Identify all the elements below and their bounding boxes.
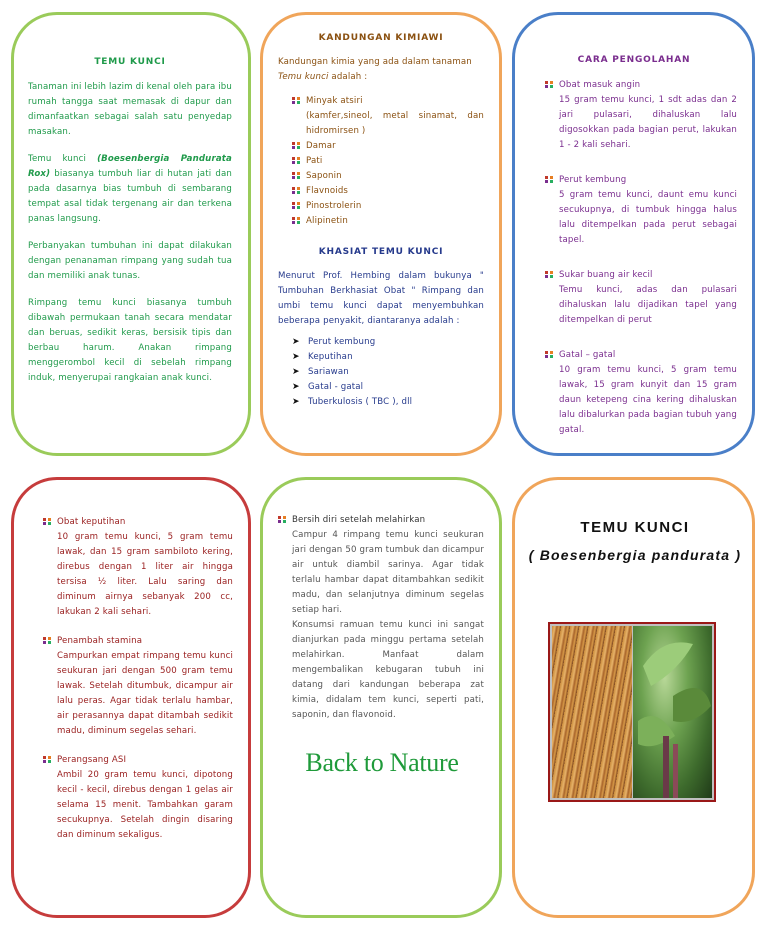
khasiat-list (278, 335, 484, 410)
panel1-latin-name: (Boesenbergia Pandurata Rox) (28, 154, 232, 179)
list-item (545, 173, 737, 248)
recipe-name (545, 173, 737, 188)
list-item-detail: (kamfer,sineol, metal sinamat, dan hidromirsen ) (306, 111, 484, 136)
recipe-name-label: Perangsang ASI (57, 755, 127, 765)
four-square-bullet-icon (43, 637, 52, 645)
recipe-name-label: Bersih diri setelah melahirkan (292, 515, 426, 525)
list-item (278, 380, 484, 395)
four-square-bullet-icon (292, 172, 301, 180)
list-item (292, 94, 484, 109)
panel1-para2-post: biasanya tumbuh liar di hutan jati dan pada dasarnya bias tumbuh di sembarang tempat asal tidak tergenang air dan terkena panas langsung. (28, 169, 232, 224)
recipe-name (43, 515, 233, 530)
list-item (278, 335, 484, 350)
recipe-text: 5 gram temu kunci, daunt emu kunci secukupnya, di tumbuk hingga halus lalu ditempelkan pada perut sebagai tapel. (559, 190, 737, 245)
recipe-name (545, 268, 737, 283)
list-item-label: Perut kembung (308, 337, 376, 347)
four-square-bullet-icon (278, 516, 287, 524)
arrow-bullet-icon: ➤ (292, 352, 300, 362)
list-item (292, 214, 484, 229)
arrow-bullet-icon: ➤ (292, 367, 300, 377)
recipe-name-label: Gatal – gatal (559, 350, 616, 360)
four-square-bullet-icon (545, 81, 554, 89)
list-item-label: Pinostrolerin (306, 201, 362, 211)
arrow-bullet-icon: ➤ (292, 382, 300, 392)
list-item-label: Alipinetin (306, 216, 348, 226)
recipe-text: 10 gram temu kunci, 5 gram temu lawak, dan 15 gram sambiloto kering, direbus dengan 1 liter air hingga tersisa ½ liter. Lalu saring dan diminum airnya sebanyak 200 cc, lakukan 2 kali sehari. (57, 532, 233, 617)
list-item (278, 365, 484, 380)
four-square-bullet-icon (292, 97, 301, 105)
list-item (278, 395, 484, 410)
four-square-bullet-icon (292, 142, 301, 150)
list-item (545, 268, 737, 328)
four-square-bullet-icon (43, 756, 52, 764)
recipe-name (278, 513, 484, 528)
list-item (278, 350, 484, 365)
recipe-name-label: Perut kembung (559, 175, 627, 185)
four-square-bullet-icon (292, 187, 301, 195)
recipe-text: Campurkan empat rimpang temu kunci seukuran jari dengan 500 gram temu lawak. Setelah ditumbuk, dicampur air lalu peras. Agar tidak terlalu hambar, air perasannya dapat ditambah sedikit madu, diminum segelas sehari. (57, 651, 233, 736)
recipe-text: 10 gram temu kunci, 5 gram temu lawak, 15 gram kunyit dan 15 gram daun ketepeng cina kering dihaluskan lalu dibalurkan pada bagian tubuh yang gatal. (559, 365, 737, 435)
kandungan-list (278, 94, 484, 229)
panel3-title: CARA PENGOLAHAN (577, 55, 691, 65)
list-item (43, 753, 233, 843)
list-item-label: Keputihan (308, 352, 353, 362)
four-square-bullet-icon (545, 176, 554, 184)
list-item (545, 348, 737, 438)
panel1-para3: Perbanyakan tumbuhan ini dapat dilakukan dengan penanaman rimpang yang sudah tua dan memiliki anak tunas. (28, 241, 232, 281)
four-square-bullet-icon (43, 518, 52, 526)
four-square-bullet-icon (292, 157, 301, 165)
panel1-para4: Rimpang temu kunci biasanya tumbuh dibawah permukaan tanah secara mendatar dan beruas, sedikit keras, bersisik tipis dan berbau harum. Anakan rimpang menggerombol kecil di sebelah rimpang induk, menyerupai rangkaian anak kunci. (28, 298, 232, 383)
cover-subtitle: ( Boesenbergia pandurata ) (528, 547, 742, 563)
list-item (43, 515, 233, 620)
four-square-bullet-icon (545, 351, 554, 359)
panel5-content (292, 513, 484, 723)
list-item-label: Flavnoids (306, 186, 349, 196)
list-item (292, 184, 484, 199)
panel2-kandungan (278, 31, 484, 229)
recipe-name-label: Obat keputihan (57, 517, 126, 527)
khasiat-title: KHASIAT TEMU KUNCI (318, 247, 444, 257)
list-item-label: Pati (306, 156, 323, 166)
panel5-para2: Konsumsi ramuan temu kunci ini sangat dianjurkan pada minggu pertama setelah melahirkan. Manfaat dalam mengembalikan kebugaran tubuh ini datang dari kandungan beberapa zat kimia, didalam tem kunci, seperti pati, saponin, dan flavonoid. (292, 620, 484, 720)
rhizome-photo (552, 626, 632, 798)
four-square-bullet-icon (292, 202, 301, 210)
recipe-name-label: Obat masuk angin (559, 80, 641, 90)
list-item (292, 154, 484, 169)
panel1-para2 (28, 152, 232, 227)
list-item-label: Tuberkulosis ( TBC ), dll (308, 397, 413, 407)
list-item-label: Sariawan (308, 367, 349, 377)
plant-photo (548, 622, 716, 802)
khasiat-intro: Menurut Prof. Hembing dalam bukunya " Tumbuhan Berkhasiat Obat " Rimpang dan umbi temu kunci dapat menyembuhkan beberapa penyakit, diantaranya adalah : (278, 271, 484, 326)
recipe-text: 15 gram temu kunci, 1 sdt adas dan 2 jari pulasari, dihaluskan lalu digosokkan pada bagian perut, lakukan 1 - 2 kali sehari. (559, 95, 737, 150)
cover-title: TEMU KUNCI (580, 519, 690, 536)
panel1-title: TEMU KUNCI (94, 57, 166, 67)
recipe-name (545, 348, 737, 363)
panel1-content (28, 55, 232, 386)
panel1-para1: Tanaman ini lebih lazim di kenal oleh para ibu rumah tangga saat memasak di dapur dan dimanfaatkan sebagai salah satu penyedap masakan. (28, 82, 232, 137)
list-item (292, 139, 484, 154)
list-item-label: Saponin (306, 171, 342, 181)
list-item (292, 169, 484, 184)
recipe-text: Campur 4 rimpang temu kunci seukuran jari dengan 50 gram tumbuk dan dicampur air untuk diambil sarinya. Agar tidak terlalu hambar dapat ditambahkan sedikit madu, dan selanjutnya diminum segelas setiap hari. (292, 530, 484, 615)
recipe-name (545, 78, 737, 93)
panel2-intro-post: adalah : (328, 72, 368, 82)
list-item-label: Minyak atsiri (306, 96, 363, 106)
list-item (545, 78, 737, 153)
recipe-text: Ambil 20 gram temu kunci, dipotong kecil - kecil, direbus dengan 1 gelas air selama 15 menit. Tambahkan garam secukupnya. Setelah dingin disaring dan diminum sekaligus. (57, 770, 233, 840)
recipe-name (43, 753, 233, 768)
panel3-content (545, 53, 737, 438)
panel2-intro (278, 55, 484, 85)
panel2-khasiat (278, 245, 484, 410)
recipe-name (43, 634, 233, 649)
list-item-label: Gatal - gatal (308, 382, 364, 392)
recipe-name-label: Sukar buang air kecil (559, 270, 653, 280)
leaves-photo (633, 626, 712, 798)
list-item (292, 199, 484, 214)
slogan: Back to Nature (305, 748, 459, 777)
four-square-bullet-icon (292, 217, 301, 225)
panel2-title: KANDUNGAN KIMIAWI (318, 33, 444, 43)
four-square-bullet-icon (545, 271, 554, 279)
arrow-bullet-icon: ➤ (292, 337, 300, 347)
arrow-bullet-icon: ➤ (292, 397, 300, 407)
panel1-para2-pre: Temu kunci (28, 154, 98, 164)
recipe-name-label: Penambah stamina (57, 636, 143, 646)
recipe-text: Temu kunci, adas dan pulasari dihaluskan lalu dijadikan tapel yang ditempelkan di perut (559, 285, 737, 325)
panel4-content (43, 515, 233, 843)
list-item-label: Damar (306, 141, 336, 151)
panel2-intro-em: Temu kunci (278, 72, 329, 82)
panel2-intro-pre: Kandungan kimia yang ada dalam tanaman (278, 57, 472, 67)
list-item (43, 634, 233, 739)
leaves-icon (633, 626, 712, 798)
